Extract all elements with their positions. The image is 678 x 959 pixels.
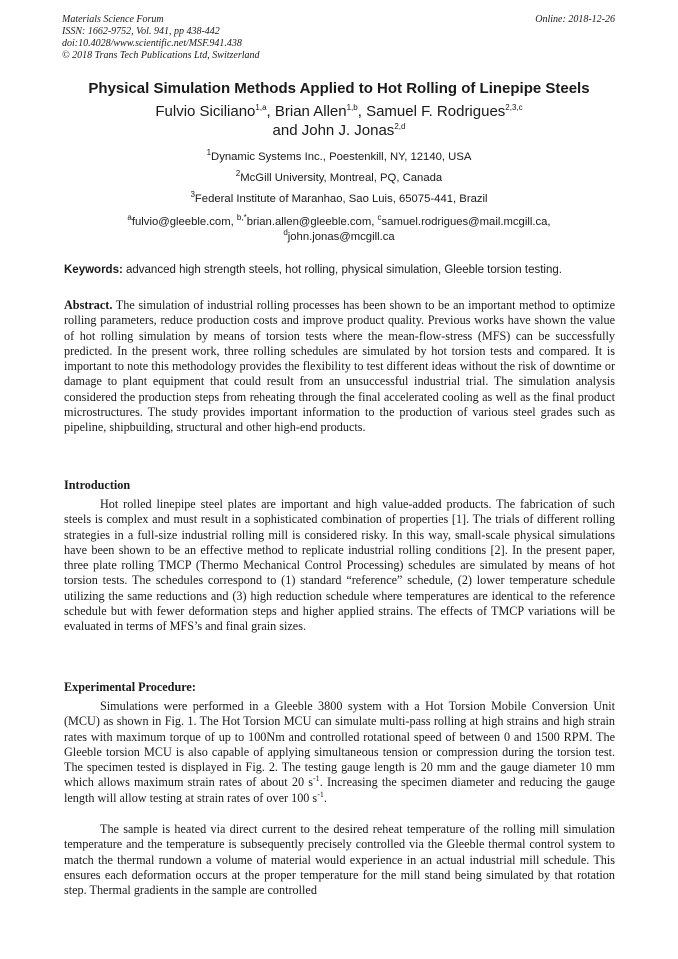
email-mark: c	[377, 213, 382, 223]
paragraph-text: . Increasing the specimen diameter and reducing the gauge length will allow testing at strain rates of over 100 s	[64, 775, 615, 805]
affiliation-mark: 2	[235, 169, 241, 179]
abstract-text: The simulation of industrial rolling processes has been shown to be an important method to optimize rolling parameters, reduce production costs and improve product quality. Previous works have shown the value of hot rolling simulation by means of torsion tests where the mean-flow-stress (MFS) can be successfully predicted. In the present work, three rolling schedules are simulated by hot torsion tests and compared. It is important to note this methodology provides the flexibility to test different ideas without the risk of downtime or damage to plant equipment that could result from an unsuccessful industrial trial. The simulation analysis considered the production steps from reheating through the final accelerated cooling as well as the final product microstructures. The study provides important information to the production of various steel grades such as pipeline, shipbuilding, structural and other high-end products.	[64, 298, 615, 435]
journal-issn: ISSN: 1662-9752, Vol. 941, pp 438-442	[62, 26, 220, 37]
author-name: John J. Jonas	[301, 122, 395, 139]
author-affiliation-mark: 1,a	[255, 103, 267, 112]
author-name: Brian Allen	[274, 103, 347, 120]
experimental-heading: Experimental Procedure:	[64, 680, 196, 694]
keywords-label: Keywords:	[64, 264, 123, 276]
experimental-paragraph-2: The sample is heated via direct current to the desired reheat temperature of the rolling mill simulation temperature and the temperature is subsequently precisely controlled via the Gleeble thermal control system to match the thermal rundown a volume of material would experience in an actual industrial mill schedule. This ensures each deformation occurs at the proper temperature for the mill stand being simulated by that rotation step. Thermal gradients in the sample are controlled	[64, 822, 615, 898]
author-line-1: Fulvio Siciliano$^{1,a}$, Brian Allen$^{1,b}$, Samuel F. Rodrigues$^{2,3,c}$	[155, 103, 523, 120]
journal-name: Materials Science Forum	[62, 14, 164, 25]
online-date: Online: 2018-12-26	[535, 14, 615, 25]
journal-copyright: © 2018 Trans Tech Publications Ltd, Switzerland	[62, 50, 260, 61]
email-mark: a	[127, 213, 132, 223]
email-link[interactable]: brian.allen@gleeble.com,	[246, 216, 375, 228]
email-mark: d	[283, 228, 288, 238]
affiliation-text: Federal Institute of Maranhao, Sao Luis, 65075-441, Brazil	[194, 193, 488, 205]
author-emails	[40, 215, 638, 245]
affiliation-text: McGill University, Montreal, PQ, Canada	[240, 172, 443, 184]
author-affiliation-mark: 2,d	[394, 122, 406, 131]
journal-doi: doi:10.4028/www.scientific.net/MSF.941.438	[62, 38, 242, 49]
author-list	[40, 102, 638, 140]
introduction-text: Hot rolled linepipe steel plates are important and high value-added products. The fabrication of such steels is complex and must result in a sophisticated combination of properties [1]. The trials of different rolling strategies in a full-size industrial rolling mill is considered risky. In this way, small-scale physical simulations have been shown to be an effective method to replicate industrial rolling conditions [2]. In the present paper, three plate rolling TMCP (Thermo Mechanical Control Processing) schedules are simulated by means of hot torsion tests. The schedules correspond to (1) standard “reference” schedule, (2) lower temperature schedule utilizing the same reductions and (3) high reduction schedule where temperatures are identical to the reference schedule but with fewer deformation steps and higher applied strains. The effects of TMCP variations will be evaluated in terms of MFS’s and final grain sizes.	[64, 497, 615, 634]
keywords-text: advanced high strength steels, hot rolling, physical simulation, Gleeble torsion testing.	[126, 264, 562, 276]
author-line-2	[40, 121, 638, 140]
superscript: -1	[313, 774, 320, 784]
author-affiliation-mark: 2,3,c	[505, 103, 523, 112]
affiliation-mark: 1	[206, 148, 212, 158]
author-name: Samuel F. Rodrigues	[366, 103, 506, 120]
paragraph-text: Simulations were performed in a Gleeble 3800 system with a Hot Torsion Mobile Conversion Unit (MCU) as shown in Fig. 1. The Hot Torsion MCU can simulate multi-pass rolling at high strains and high strain rates with maximum torque of up to 100Nm and controlled rotational speed of between 0 and 1500 RPM. The Gleeble torsion MCU is also capable of applying simultaneous tension or compression during the torsion test. The specimen tested is displayed in Fig. 2. The testing gauge length is 20 mm and the gauge diameter 10 mm which allows maximum strain rates of about 20 s	[64, 699, 615, 790]
affiliation-3	[40, 192, 638, 206]
journal-header	[62, 14, 260, 62]
abstract-label: Abstract.	[64, 298, 113, 312]
experimental-paragraph-1	[64, 699, 615, 806]
abstract	[64, 298, 615, 436]
keywords	[64, 263, 624, 277]
email-line-2	[40, 230, 638, 245]
affiliation-2	[40, 171, 638, 185]
email-mark: b,*	[236, 213, 247, 223]
paragraph-text: .	[323, 790, 327, 805]
affiliation-mark: 3	[190, 190, 195, 200]
author-affiliation-mark: 1,b	[346, 103, 358, 112]
email-link[interactable]: fulvio@gleeble.com,	[131, 216, 234, 228]
paper-title: Physical Simulation Methods Applied to Hot Rolling of Linepipe Steels	[88, 80, 590, 97]
superscript: -1	[317, 789, 324, 799]
author-conjunction: and	[272, 122, 298, 139]
author-name: Fulvio Siciliano	[155, 103, 256, 120]
email-link[interactable]: samuel.rodrigues@mail.mcgill.ca,	[381, 216, 551, 228]
affiliation-1	[40, 150, 638, 164]
affiliation-text: Dynamic Systems Inc., Poestenkill, NY, 12140, USA	[211, 151, 472, 163]
email-line-1	[40, 215, 638, 230]
introduction-heading: Introduction	[64, 478, 131, 492]
email-link[interactable]: john.jonas@mcgill.ca	[287, 231, 395, 243]
